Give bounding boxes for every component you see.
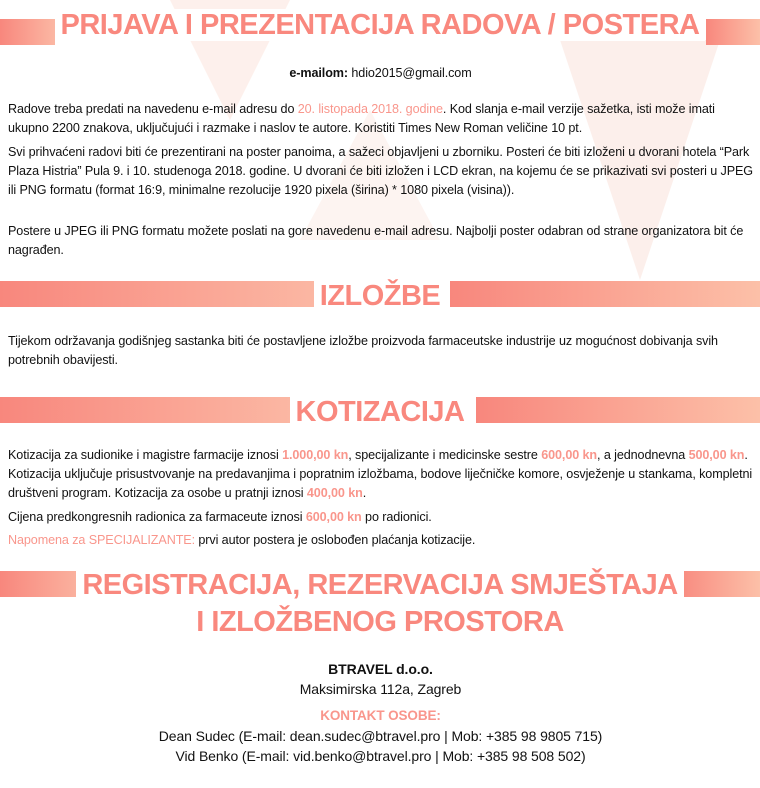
section-title: IZLOŽBE <box>314 280 447 312</box>
paragraph: Cijena predkongresnih radionica za farmaceute iznosi 600,00 kn po radionici. <box>8 510 432 524</box>
paragraph: Tijekom održavanja godišnjeg sastanka biti će postavljene izložbe proizvoda farmaceutske industrije uz mogućnost dobivanja svih potrebnih obavijesti. <box>8 334 718 367</box>
section-title: KOTIZACIJA <box>290 396 471 428</box>
paragraph: Napomena za SPECIJALIZANTE: prvi autor postera je oslobođen plaćanja kotizacije. <box>8 533 476 547</box>
paragraph: Postere u JPEG ili PNG formatu možete poslati na gore navedenu e-mail adresu. Najbolji poster odabran od strane organizatora bit će nagrađen. <box>8 224 744 257</box>
section-title: PRIJAVA I PREZENTACIJA RADOVA / POSTERA <box>55 9 706 41</box>
contacts-label: KONTAKT OSOBE: <box>320 708 441 723</box>
email-label: e-mailom: <box>289 66 348 80</box>
section-title: REGISTRACIJA, REZERVACIJA SMJEŠTAJA <box>76 569 683 601</box>
deadline: 20. listopada 2018. godine <box>297 102 443 116</box>
paragraph: Radove treba predati na navedenu e-mail adresu do 20. listopada 2018. godine. Kod slanja e-mail verzije sažetka, isti može imati ukupno 2200 znakova, uključujući i razmake i naslov te autore. Koristiti Times New Roman veličine 10 pt. <box>8 102 715 135</box>
note-label: Napomena za SPECIJALIZANTE: <box>8 533 195 547</box>
contact-1: Dean Sudec (E-mail: dean.sudec@btravel.pro | Mob: +385 98 9805 715) <box>158 728 603 744</box>
company-name: BTRAVEL d.o.o. <box>328 661 433 677</box>
address: Maksimirska 112a, Zagreb <box>299 681 462 697</box>
contact-2: Vid Benko (E-mail: vid.benko@btravel.pro | Mob: +385 98 508 502) <box>175 748 586 764</box>
paragraph: Kotizacija za sudionike i magistre farmacije iznosi 1.000,00 kn, specijalizante i medicinske sestre 600,00 kn, a jednodnevna 500,00 kn. Kotizacija uključuje prisustvovanje na predavanjima i popratnim izložbama, bodove liječničke komore, osvježenje u stankama, kompletni društveni program. Kotizacija za osobe u pratnji iznosi 400,00 kn. <box>8 448 753 500</box>
email-link[interactable]: hdio2015@gmail.com <box>351 66 472 80</box>
section-title: I IZLOŽBENOG PROSTORA <box>190 606 570 638</box>
paragraph: Svi prihvaćeni radovi biti će prezentirani na poster panoima, a sažeci objavljeni u zborniku. Posteri će biti izloženi u dvorani hotela “Park Plaza Histria” Pula 9. i 10. studenoga 2018. godine. U dvorani će biti izložen i LCD ekran, na kojemu će se prikazivati svi posteri u JPEG ili PNG formatu (format 16:9, minimalne rezolucije 1920 pixela (širina) * 1080 pixela (visina)). <box>8 145 754 197</box>
